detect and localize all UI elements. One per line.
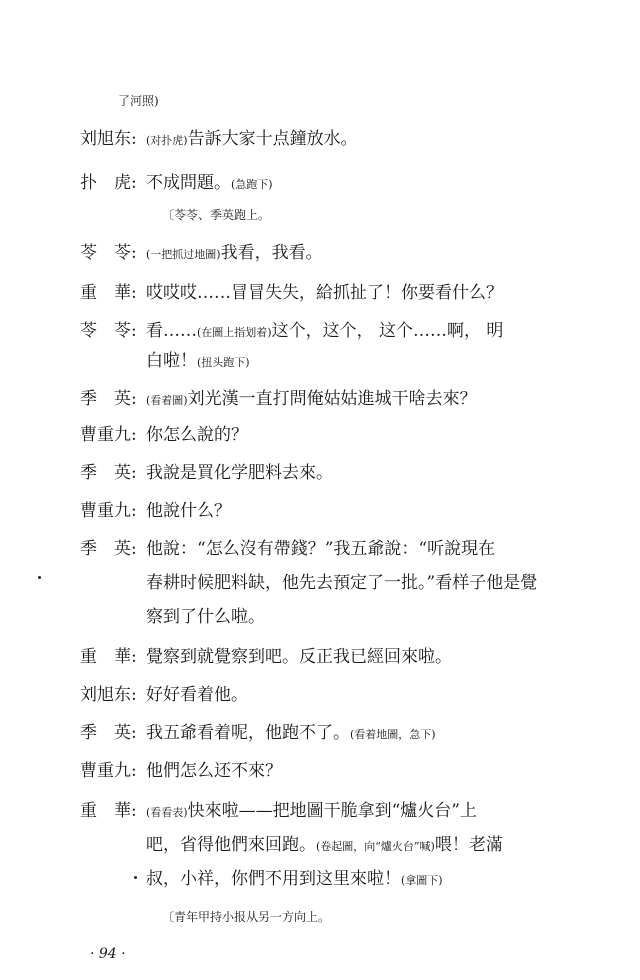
speaker-name: 季 英: xyxy=(80,463,137,483)
stage-direction: (急跑下) xyxy=(231,178,273,191)
stage-direction: (扭头跑下) xyxy=(197,356,250,369)
dialogue-line xyxy=(80,800,477,824)
dialogue-text: 春耕时候肥料缺，他先去預定了一批。”看样子他是覺 xyxy=(146,573,538,593)
dialogue-line xyxy=(80,538,495,560)
dialogue-text: 他說：“怎么沒有帶錢？”我五爺說：“听說現在 xyxy=(146,539,496,559)
dialogue-text: 不成問題。 xyxy=(146,173,231,193)
dialogue-line xyxy=(80,128,358,152)
speaker-name: 曹重九: xyxy=(80,761,137,781)
dialogue-line xyxy=(80,760,282,782)
stage-direction: (看看表) xyxy=(146,806,188,819)
speaker-name: 季 英: xyxy=(80,539,137,559)
dialogue-text: 我看，我看。 xyxy=(220,243,323,263)
dialogue-continuation xyxy=(146,834,503,858)
speaker-name: 曹重九: xyxy=(80,425,137,445)
dialogue-text: 快來啦——把地圖干脆拿到“爐火台”上 xyxy=(187,801,477,821)
stage-direction-text: 〔苓苓、季英跑上。 xyxy=(162,208,271,222)
dialogue-text: 他說什么？ xyxy=(146,501,231,521)
dialogue-line xyxy=(80,722,436,746)
dialogue-continuation xyxy=(146,606,265,628)
page-number: · 94 · xyxy=(90,946,126,962)
dialogue-text: 吧，省得他們來回跑。 xyxy=(146,835,316,855)
print-speck xyxy=(134,876,137,879)
dialogue-text: 哎哎哎……冒冒失失，給抓扯了！你要看什么？ xyxy=(146,283,503,303)
dialogue-text: 白啦！ xyxy=(146,351,197,371)
dialogue-line xyxy=(80,388,477,412)
speaker-name: 重 華: xyxy=(80,801,137,821)
speaker-name: 曹重九: xyxy=(80,501,137,521)
stage-direction-line xyxy=(118,90,159,112)
speaker-name: 扑 虎: xyxy=(80,173,137,193)
stage-direction: (看着圖) xyxy=(146,394,188,407)
speaker-name: 苓 苓: xyxy=(80,321,137,341)
dialogue-text: 好好看着他。 xyxy=(146,685,248,705)
dialogue-line xyxy=(80,320,503,344)
stage-direction: (卷起圖，向“爐火台”喊) xyxy=(316,840,435,853)
dialogue-line xyxy=(80,684,248,706)
dialogue-continuation xyxy=(146,868,443,892)
stage-direction: (在圖上指划着) xyxy=(197,326,272,339)
speaker-name: 重 華: xyxy=(80,647,137,667)
dialogue-text: 告訴大家十点鐘放水。 xyxy=(187,129,358,149)
dialogue-text: 他們怎么还不來？ xyxy=(146,761,282,781)
stage-direction-line xyxy=(162,204,270,226)
stage-direction: (对扑虎) xyxy=(146,134,188,147)
speaker-name: 刘旭东: xyxy=(80,685,137,705)
speaker-name: 季 英: xyxy=(80,723,137,743)
dialogue-line xyxy=(80,242,323,266)
stage-direction-text: 〔青年甲持小报从另一方向上。 xyxy=(162,910,331,924)
dialogue-text: 你怎么說的？ xyxy=(146,425,248,445)
dialogue-text: 我說是買化学肥料去來。 xyxy=(146,463,333,483)
dialogue-line xyxy=(80,462,333,484)
dialogue-text: 看…… xyxy=(146,321,197,341)
speaker-name: 苓 苓: xyxy=(80,243,137,263)
speaker-name: 重 華: xyxy=(80,283,137,303)
dialogue-continuation xyxy=(146,572,537,594)
speaker-name: 刘旭东: xyxy=(80,129,137,149)
stage-direction-line xyxy=(162,906,330,928)
dialogue-text: 覺察到就覺察到吧。反正我已經回來啦。 xyxy=(146,647,452,667)
speaker-name: 季 英: xyxy=(80,389,137,409)
print-speck xyxy=(38,576,41,579)
dialogue-text: 刘光漢一直打問俺姑姑進城干啥去來？ xyxy=(187,389,477,409)
dialogue-line xyxy=(80,282,503,304)
stage-direction-text: 了河照) xyxy=(118,94,159,108)
dialogue-line xyxy=(80,646,452,668)
stage-direction: (一把抓过地圖) xyxy=(146,248,221,261)
dialogue-text: 喂！老滿 xyxy=(434,835,503,855)
dialogue-text: 察到了什么啦。 xyxy=(146,607,265,627)
dialogue-line xyxy=(80,172,273,196)
dialogue-line xyxy=(80,500,231,522)
dialogue-text: 我五爺看着呢，他跑不了。 xyxy=(146,723,350,743)
dialogue-text: 这个，这个， 这个……啊， 明 xyxy=(271,321,504,341)
stage-direction: (拿圖下) xyxy=(401,874,443,887)
stage-direction: (看着地圖，急下) xyxy=(350,728,436,741)
dialogue-line xyxy=(80,424,248,446)
dialogue-continuation xyxy=(146,350,250,374)
dialogue-text: 叔，小祥，你們不用到这里來啦！ xyxy=(146,869,401,889)
